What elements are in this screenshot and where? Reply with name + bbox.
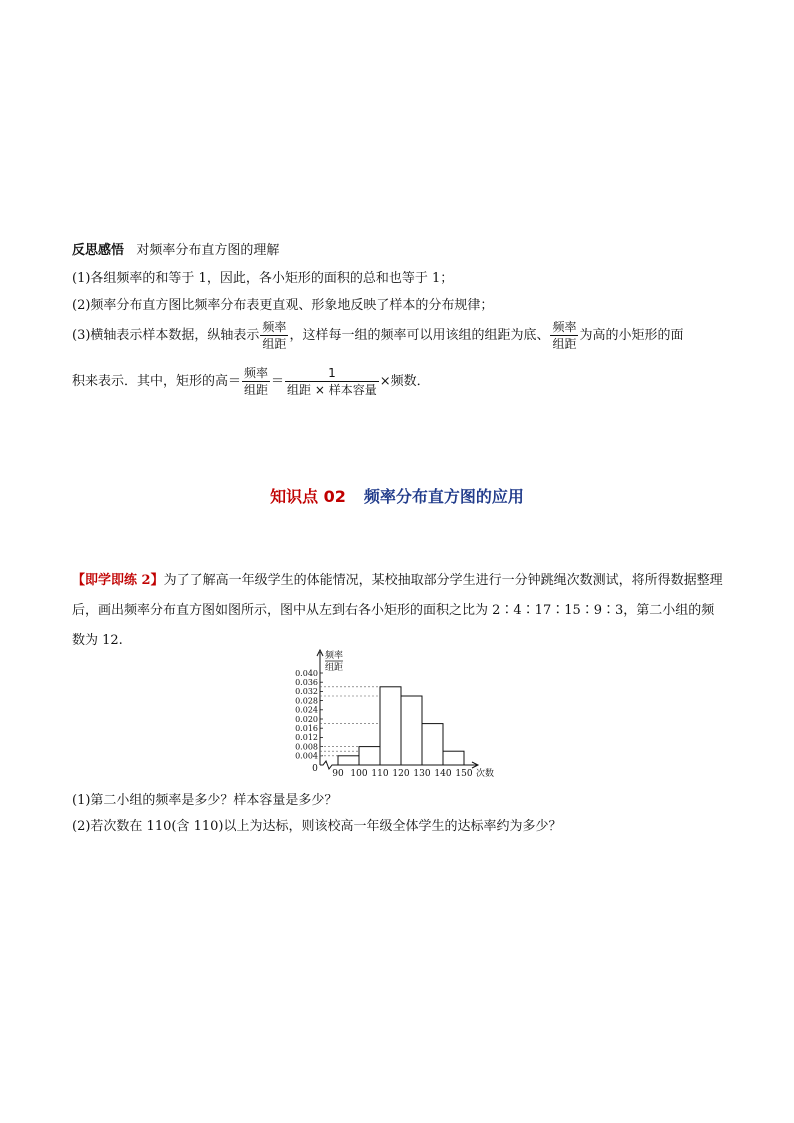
fraction-denominator: 组距: [552, 337, 577, 351]
histogram-bar: [359, 747, 380, 765]
y-tick-label: 0.036: [295, 678, 318, 687]
reflection-line-3-c: 为高的小矩形的面: [579, 328, 684, 343]
fraction-numerator: 1: [285, 366, 379, 382]
reflection-heading: 反思感悟: [72, 243, 125, 258]
histogram-bar: [380, 687, 401, 765]
reflection-line-2: (2)频率分布直方图比频率分布表更直观、形象地反映了样本的分布规律；: [72, 298, 494, 313]
x-axis-label: 次数: [476, 769, 495, 779]
x-tick-label: 100: [350, 769, 368, 779]
y-tick-label: 0.028: [295, 696, 318, 706]
origin-label: 0: [312, 764, 318, 774]
fraction-one-over-product: [285, 366, 379, 397]
reflection-line-4-times: ×频数．: [379, 374, 430, 389]
x-tick-label: 110: [371, 769, 389, 779]
section-title: [0, 484, 794, 507]
frequency-histogram: [280, 640, 500, 782]
y-tick-label: 0.016: [295, 724, 318, 733]
fraction-numerator: 频率: [552, 320, 577, 334]
question-1: (1)第二小组的频率是多少？样本容量是多少？: [72, 793, 338, 808]
equals-sign: ＝: [271, 374, 285, 389]
x-tick-label: 130: [413, 769, 431, 779]
histogram-bar: [443, 751, 464, 765]
fraction-denominator: 组距 × 样本容量: [287, 383, 377, 397]
fraction-denominator: 组距: [262, 337, 287, 351]
histogram-bars: [338, 687, 464, 765]
y-tick-label: 0.020: [295, 714, 318, 724]
reflection-line-4-a: 积来表示．其中，矩形的高＝: [72, 374, 242, 389]
x-tick-label: 90: [332, 769, 344, 779]
reflection-line-3-b: ，这样每一组的频率可以用该组的组距为底、: [289, 328, 550, 343]
y-axis-label-bottom: 组距: [324, 663, 344, 673]
practice-tag: 【即学即练 2】: [72, 573, 164, 588]
question-2: (2)若次数在 110(含 110)以上为达标，则该校高一年级全体学生的达标率约为多少？: [72, 819, 562, 834]
y-axis-label-top: 频率: [324, 651, 344, 661]
fraction-numerator: 频率: [262, 320, 287, 334]
y-tick-label: 0.024: [295, 705, 318, 715]
reflection-line-3-a: (3)横轴表示样本数据，纵轴表示: [72, 328, 260, 343]
reflection-heading-line: [72, 242, 279, 260]
reflection-line-3: [72, 320, 683, 351]
y-tick-label: 0.004: [295, 751, 318, 761]
x-tick-label: 150: [455, 769, 473, 779]
histogram-bar: [338, 756, 359, 765]
reflection-line-4: [72, 366, 430, 397]
reflection-topic: 对频率分布直方图的理解: [136, 243, 280, 258]
histogram-bar: [401, 696, 422, 765]
y-tick-label: 0.040: [295, 668, 318, 678]
section-label: 知识点 02: [270, 487, 346, 506]
histogram-bar: [422, 724, 443, 765]
fraction-freq-over-width-3: [242, 366, 270, 397]
fraction-numerator: 频率: [244, 366, 269, 380]
y-tick-label: 0.032: [295, 687, 318, 697]
x-tick-label: 120: [392, 769, 410, 779]
practice-text: 为了了解高一年级学生的体能情况，某校抽取部分学生进行一分钟跳绳次数测试，将所得数据整理后，画出频率分布直方图如图所示，图中从左到右各小矩形的面积之比为 2∶4∶17∶15∶9∶3，第二小组的频数为 12.: [72, 573, 723, 648]
fraction-denominator: 组距: [244, 383, 269, 397]
x-tick-label: 140: [434, 769, 452, 779]
y-tick-label: 0.008: [295, 742, 318, 752]
y-tick-label: 0.012: [295, 733, 318, 743]
fraction-freq-over-width: [260, 320, 288, 351]
section-name: 频率分布直方图的应用: [363, 487, 524, 506]
reflection-line-1: (1)各组频率的和等于 1，因此，各小矩形的面积的总和也等于 1；: [72, 271, 454, 286]
fraction-freq-over-width-2: [550, 320, 578, 351]
